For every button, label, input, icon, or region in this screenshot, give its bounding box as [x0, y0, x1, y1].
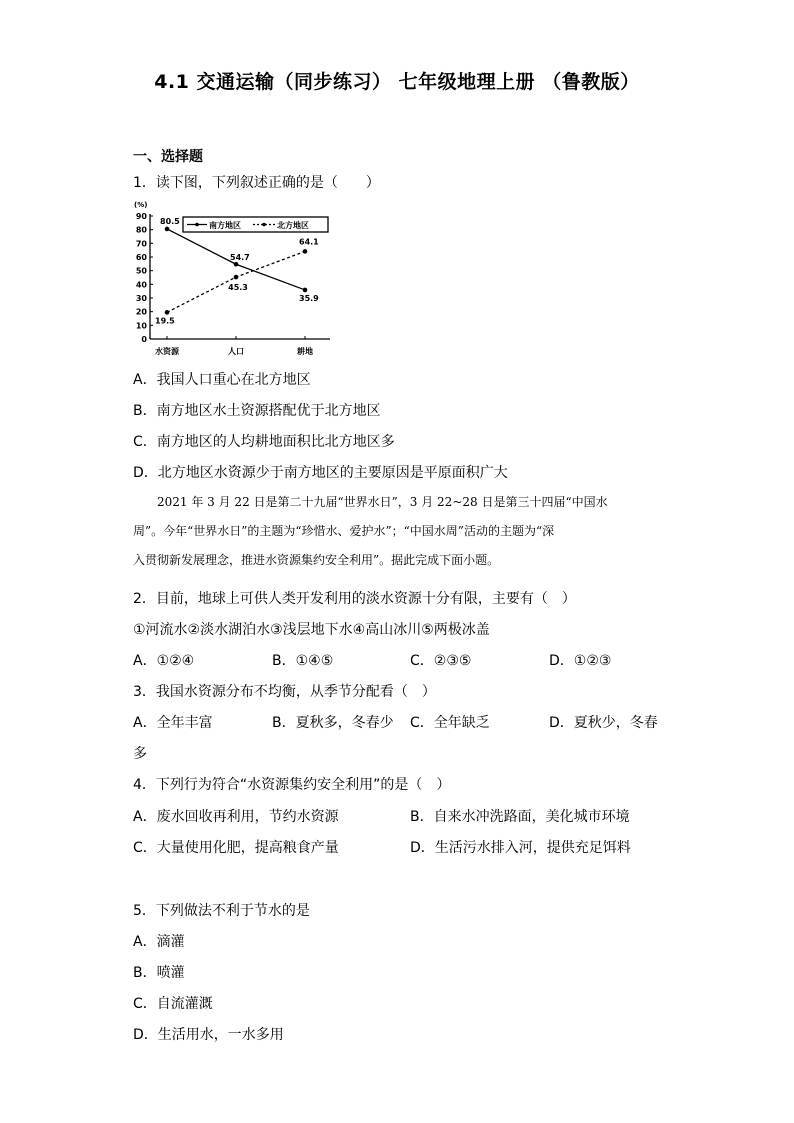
q5-option-a: A．滴灌: [133, 934, 185, 950]
q5-option-d: D．生活用水，一水多用: [133, 1027, 284, 1043]
data-point: [234, 262, 239, 267]
y-tick-label: 20: [135, 307, 147, 317]
y-tick-label: 80: [135, 225, 147, 235]
data-point: [303, 288, 308, 293]
q4-option-b: B．自来水冲洗路面，美化城市环境: [410, 809, 630, 825]
question-2-stem: 2．目前，地球上可供人类开发利用的淡水资源十分有限，主要有（ ）: [133, 591, 576, 607]
q3-option-a: A．全年丰富: [133, 715, 213, 731]
reading-passage: [133, 488, 663, 575]
legend-marker-north: [262, 223, 266, 227]
legend-label-south: 南方地区: [209, 221, 241, 230]
data-point: [165, 227, 170, 232]
question-4-stem: 4．下列行为符合“水资源集约安全利用”的是（ ）: [133, 777, 451, 793]
x-tick-label: 水资源: [155, 347, 179, 356]
line-chart: [133, 198, 333, 360]
passage-line: 2021 年 3 月 22 日是第二十九届“世界水日”，3 月 22~28 日是第三十四届“中国水: [157, 495, 608, 509]
q2-option-b: B．①④⑤: [272, 653, 334, 669]
y-tick-label: 30: [135, 294, 147, 303]
y-axis-unit: (%): [134, 201, 148, 209]
data-label: 80.5: [160, 216, 180, 226]
q4-option-c: C．大量使用化肥，提高粮食产量: [133, 840, 339, 856]
q5-option-b: B．喷灌: [133, 965, 185, 981]
q1-option-d: D．北方地区水资源少于南方地区的主要原因是平原面积广大: [133, 465, 508, 481]
q4-option-d: D．生活污水排入河，提供充足饵料: [410, 840, 631, 856]
q4-option-a: A．废水回收再利用，节约水资源: [133, 809, 339, 825]
q2-option-c: C．②③⑤: [410, 653, 472, 669]
q2-option-d: D．①②③: [549, 653, 612, 669]
q3-option-d-wrap: 多: [133, 746, 147, 762]
q1-option-c: C．南方地区的人均耕地面积比北方地区多: [133, 434, 395, 450]
y-tick-label: 70: [135, 239, 147, 249]
y-tick-label: 10: [135, 321, 147, 331]
y-tick-label: 0: [141, 335, 147, 344]
passage-line: 入贯彻新发展理念，推进水资源集约安全利用”。据此完成下面小题。: [133, 553, 500, 567]
q2-option-a: A．①②④: [133, 653, 195, 669]
y-tick-label: 60: [135, 253, 147, 262]
data-point: [234, 275, 239, 280]
y-tick-label: 90: [135, 212, 147, 221]
x-tick-label: 耕地: [297, 347, 313, 356]
question-5-stem: 5．下列做法不利于节水的是: [133, 903, 310, 919]
legend-label-north: 北方地区: [277, 221, 309, 230]
data-point: [303, 249, 308, 254]
legend-marker-south: [195, 223, 199, 227]
question-3-stem: 3．我国水资源分布不均衡，从季节分配看（ ）: [133, 684, 436, 700]
data-label: 45.3: [228, 283, 248, 293]
page-title: 4.1 交通运输（同步练习） 七年级地理上册 （鲁教版）: [154, 71, 640, 93]
question-2-items: ①河流水②淡水湖泊水③浅层地下水④高山冰川⑤两极冰盖: [133, 622, 490, 638]
data-point: [165, 310, 170, 315]
data-label: 35.9: [299, 293, 319, 303]
q3-option-b: B．夏秋多，冬春少: [272, 715, 394, 731]
data-label: 64.1: [299, 237, 319, 247]
data-label: 19.5: [155, 316, 175, 326]
y-tick-label: 40: [135, 280, 147, 290]
question-1-stem: 1．读下图，下列叙述正确的是（ ）: [133, 175, 380, 191]
passage-line: 周”。今年“世界水日”的主题为“珍惜水、爱护水”；“中国水周”活动的主题为“深: [133, 524, 555, 538]
x-tick-label: 人口: [228, 347, 244, 356]
q3-option-d: D．夏秋少，冬春: [549, 715, 658, 731]
y-tick-label: 50: [135, 266, 147, 276]
q1-option-b: B．南方地区水土资源搭配优于北方地区: [133, 403, 381, 419]
q5-option-c: C．自流灌溉: [133, 996, 213, 1012]
data-label: 54.7: [230, 253, 250, 263]
section-heading: 一、选择题: [133, 149, 203, 165]
q1-option-a: A．我国人口重心在北方地区: [133, 372, 311, 388]
q3-option-c: C．全年缺乏: [410, 715, 490, 731]
